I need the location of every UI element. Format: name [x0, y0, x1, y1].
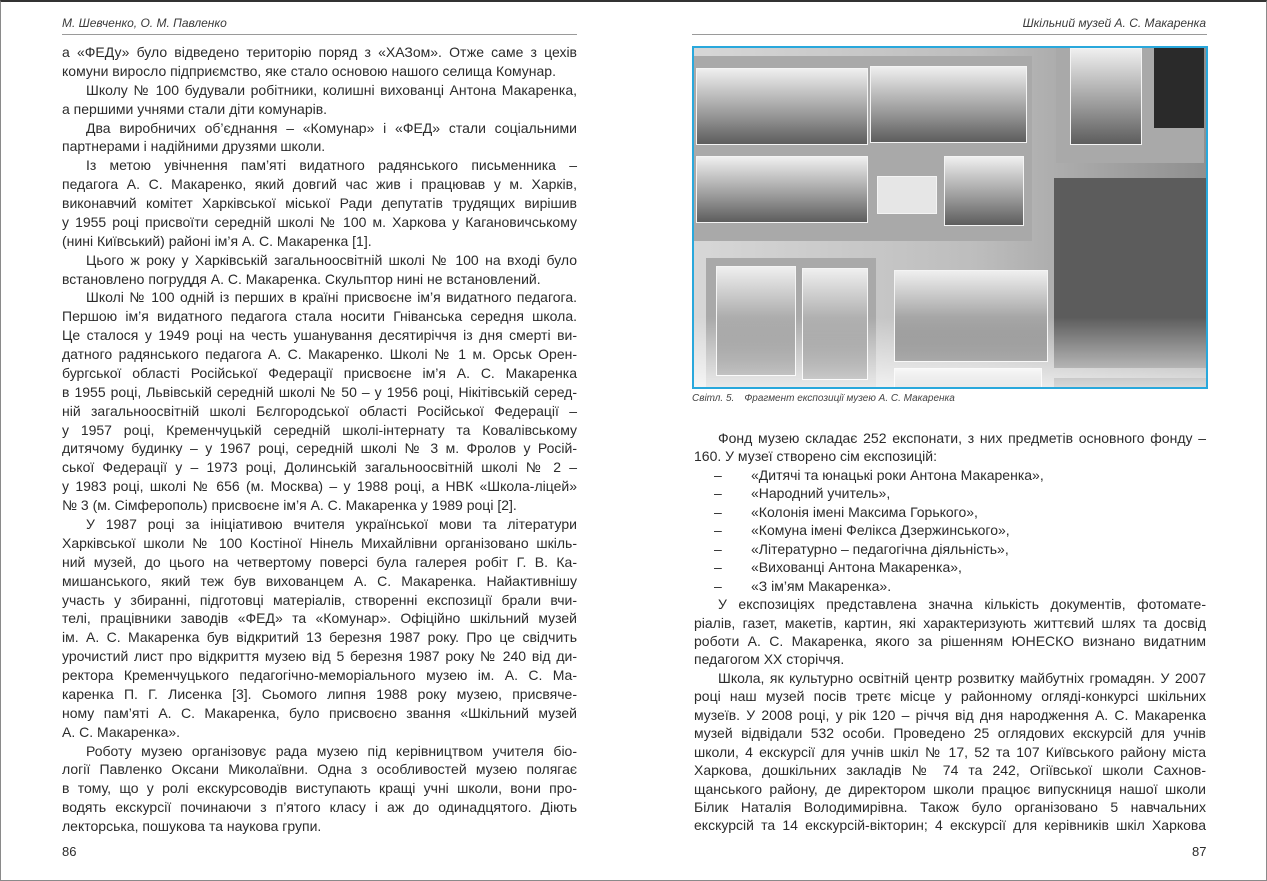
text-line: ської Федерації у – 1973 році, Долинській загальноосвітній школі № 2 – — [62, 459, 577, 476]
text-line: виконавчий комітет Харківської міської Ради депутатів трудящих вирішив — [62, 195, 577, 212]
text-line: Це сталося у 1949 році на честь ушанування десятиріччя із дня смерті ви- — [62, 327, 577, 344]
text-line: бургської області Російської Федерації присвоєне ім’я А. С. Макаренка — [62, 364, 577, 381]
text-line: комуни виросло підприємство, яке стало основою нашого селища Комунар. — [62, 62, 556, 79]
text-line: Першою ім’я видатного педагога стала носити Гніванська середня школа. — [62, 308, 577, 325]
text-line: Харківської школи № 100 Костіної Нінель Михайлівни організовано шкіль- — [62, 534, 577, 551]
figure-caption-text: Фрагмент експозиції музею А. С. Макаренка — [744, 393, 955, 404]
exposition-list-item: «Літературно – педагогічна діяльність», — [751, 540, 1009, 557]
left-running-head: М. Шевченко, О. М. Павленко — [62, 16, 227, 30]
exposition-list-item: «Дитячі та юнацькі роки Антона Макаренка», — [751, 466, 1044, 483]
text-line: а «ФЕДу» було відведено територію поряд з «ХАЗом». Отже саме з цехів — [62, 44, 577, 60]
text-line: педагога А. С. Макаренко, який довгий час жив і працював у м. Харків, — [62, 176, 577, 193]
left-header-rule — [62, 34, 577, 35]
list-bullet-dash: – — [714, 503, 722, 520]
text-line: 160. У музеї створено сім експозицій: — [694, 448, 937, 465]
text-line: екскурсій та 14 екскурсій-вікторин; 4 екскурсії для керівників шкіл Харкова — [694, 817, 1206, 834]
text-line: встановлено погруддя А. С. Макаренка. Скульптор нині не встановлений. — [62, 270, 541, 287]
museum-exhibit-photo — [692, 46, 1208, 389]
text-line: музеїв. У 2008 році, у рік 120 – річчя від дня народження А. С. Макаренка — [694, 706, 1206, 723]
text-line: роботи А. С. Макаренка, якого за рішенням ЮНЕСКО визнано видатним — [694, 632, 1206, 649]
text-line: урочистий лист про відкриття музею від 5 березня 1987 року № 240 від ди- — [62, 648, 577, 665]
right-running-head: Шкільний музей А. С. Макаренка — [1022, 16, 1206, 30]
text-line: № 3 (м. Сімферополь) присвоєне ім’я А. С. Макаренка у 1989 році [2]. — [62, 497, 517, 514]
text-line: У 1987 році за ініціативою вчителя української мови та літератури — [86, 516, 577, 532]
text-line: в тому, що у ролі екскурсоводів виступають кращі учні школи, вони про- — [62, 780, 577, 797]
text-line: мишанського, який теж був вихованцем А. С. Макаренка. Найактивнішу — [62, 572, 577, 589]
text-line: У експозиціях представлена значна кількість документів, фотомате- — [718, 596, 1206, 613]
text-line: ріалів, газет, макетів, картин, які характеризують життєвий шлях та досвід — [694, 614, 1206, 631]
list-bullet-dash: – — [714, 466, 722, 483]
right-page-number: 87 — [1192, 844, 1207, 859]
text-line: Фонд музею складає 252 експонати, з них предметів основного фонду – — [718, 430, 1206, 446]
exposition-list-item: «Вихованці Антона Макаренка», — [751, 559, 962, 576]
list-bullet-dash: – — [714, 522, 722, 539]
text-line: каренка П. Г. Лисенка [3]. Сьомого липня 1988 року музею, присвяче- — [62, 685, 577, 702]
text-line: (нині Київський) районі ім’я А. С. Макаренка [1]. — [62, 232, 372, 249]
exposition-list-item: «Народний учитель», — [751, 485, 891, 502]
left-page-number: 86 — [62, 844, 77, 859]
text-line: участь у збиранні, підготовці матеріалів, створенні експозиції брали вчи- — [62, 591, 577, 608]
right-header-rule — [692, 34, 1207, 35]
text-line: а першими учнями стали діти комунарів. — [62, 100, 328, 117]
text-line: Роботу музею організовує рада музею під керівництвом учителя біо- — [86, 742, 577, 759]
text-line: партнерами і надійними друзями школи. — [62, 138, 326, 155]
list-bullet-dash: – — [714, 485, 722, 502]
text-line: А. С. Макаренка». — [62, 723, 181, 740]
text-line: Білик Наталія Володимирівна. Також було організовано 5 навчальних — [694, 799, 1206, 815]
text-line: в 1955 році, Львівській середній школі № 50 – у 1956 році, Нікітівській серед- — [62, 383, 577, 400]
text-line: музей відвідали 532 особи. Проведено 25 оглядових екскурсій для учнів — [694, 725, 1206, 742]
figure-label: Світл. 5. — [692, 393, 735, 404]
text-line: ний музей, до цього на четвертому поверсі була галерея робіт Г. В. Ка- — [62, 553, 577, 570]
exposition-list-item: «Комуна імені Фелікса Дзержинського», — [751, 522, 1010, 539]
text-line: дитячому будинку – у 1967 році, середній школі № 3 м. Фролов у Росій- — [62, 440, 577, 457]
text-line: щанського району, де директором школи працює випускниця нашої школи — [694, 780, 1206, 797]
text-line: ім. А. С. Макаренка був відкритий 13 березня 1987 року. Про це свідчить — [62, 629, 577, 646]
text-line: році наш музей посів третє місце у районному огляді-конкурсі шкільних — [694, 688, 1206, 705]
text-line: Із метою увічнення пам’яті видатного радянського письменника – — [86, 157, 577, 174]
text-line: ректора Кременчуцького педагогічно-меморіального музею ім. А. С. Ма- — [62, 667, 577, 684]
text-line: водять екскурсії починаючи з п’ятого класу і аж до одинадцятого. Діють — [62, 799, 577, 816]
text-line: у 1983 році, школі № 656 (м. Москва) – у 1988 році, а НВК «Школа-ліцей» — [62, 478, 577, 495]
exposition-list-item: «Колонія імені Максима Горького», — [751, 503, 978, 520]
text-line: школи, 4 екскурсії для учнів шкіл № 17, 52 та 107 Київського району міста — [694, 743, 1206, 760]
text-line: Харкова, дошкільних закладів № 74 та 242, Огіївської школи Сахнов- — [694, 762, 1206, 779]
text-line: у 1957 році, Кременчуцькій середній школі-інтернату та Ковалівському — [62, 421, 577, 438]
list-bullet-dash: – — [714, 559, 722, 576]
exposition-list-item: «З ім’ям Макаренка». — [751, 577, 892, 594]
text-line: датного радянського педагога А. С. Макаренко. Школі № 1 м. Орськ Орен- — [62, 346, 577, 363]
figure-caption — [692, 393, 965, 404]
text-line: логії Павленко Оксани Миколаївни. Одна з особливостей музею полягає — [62, 761, 577, 778]
list-bullet-dash: – — [714, 577, 722, 594]
text-line: лекторська, пошукова та наукова групи. — [62, 818, 322, 835]
text-line: ній загальноосвітній школі Бєлгородської області Російської Федерації – — [62, 402, 577, 419]
text-line: Школа, як культурно освітній центр розвитку майбутніх громадян. У 2007 — [718, 669, 1206, 686]
text-line: Цього ж року у Харківській загальноосвітній школі № 100 на вході було — [86, 251, 577, 268]
text-line: Школу № 100 будували робітники, колишні вихованці Антона Макаренка, — [86, 81, 577, 98]
text-line: педагогом XX сторіччя. — [694, 651, 845, 668]
text-line: ному пам’яті А. С. Макаренка, було присвоєно звання «Шкільний музей — [62, 704, 577, 721]
text-line: телі, працівники заводів «ФЕД» та «Комунар». Офіційно шкільний музей — [62, 610, 577, 627]
text-line: Два виробничих об’єднання – «Комунар» і «ФЕД» стали соціальними — [86, 119, 577, 136]
text-line: Школі № 100 одній із перших в країні присвоєне ім’я видатного педагога. — [86, 289, 577, 306]
text-line: у 1955 році присвоїти середній школі № 100 м. Харкова у Кагановичському — [62, 213, 577, 230]
list-bullet-dash: – — [714, 540, 722, 557]
